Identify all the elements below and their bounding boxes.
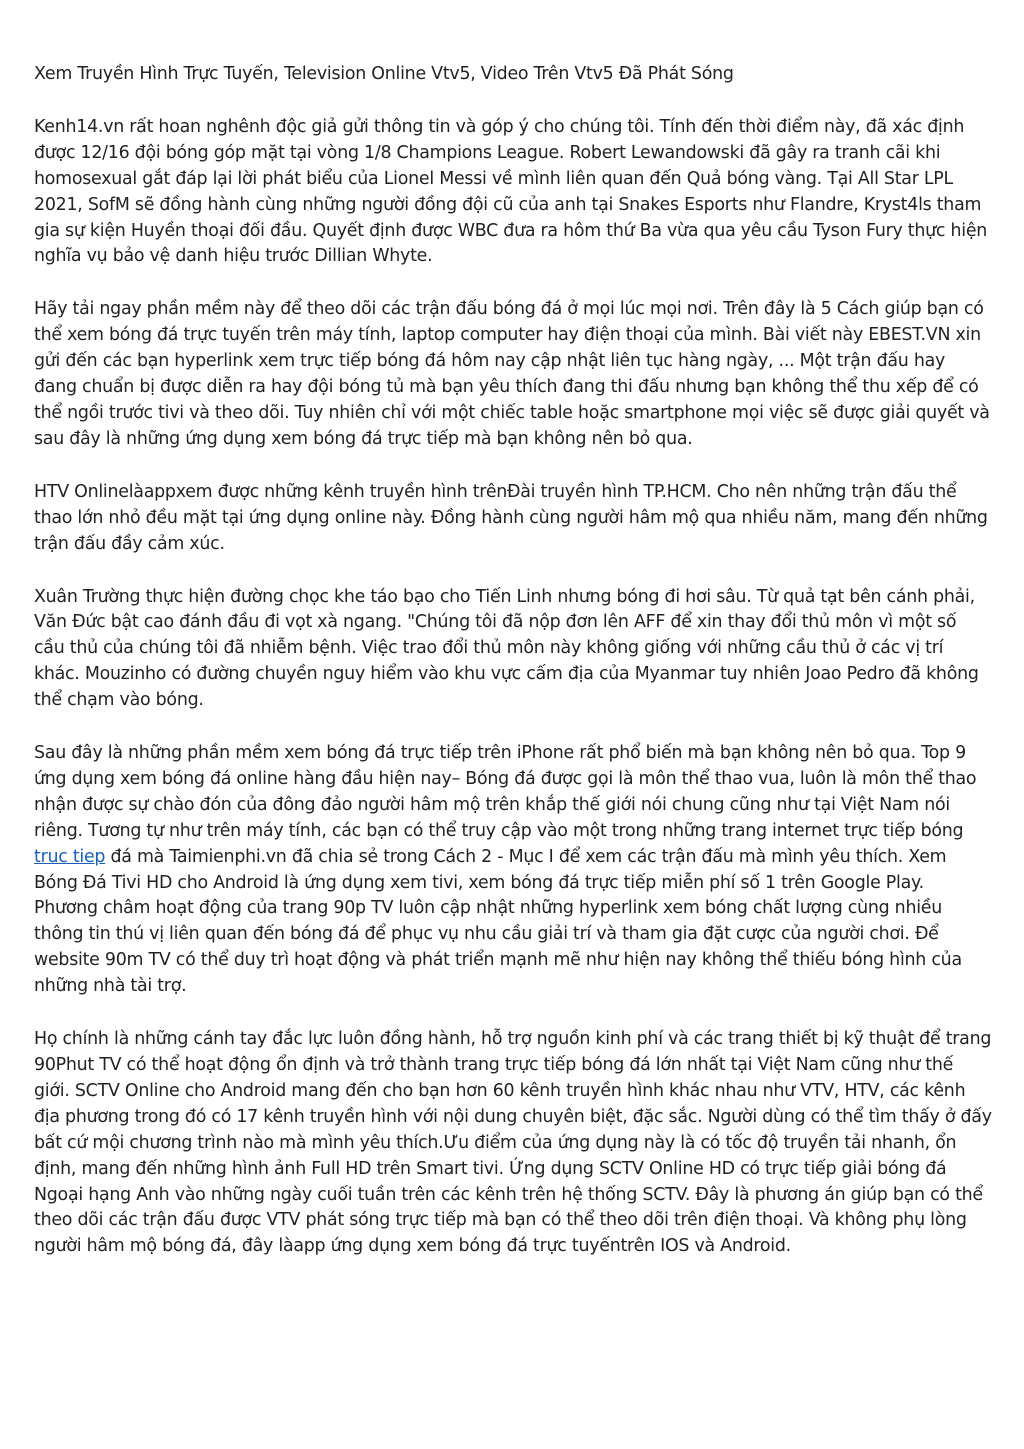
paragraph-5-text-after-link: đá mà Taimienphi.vn đã chia sẻ trong Cách 2 - Mục I để xem các trận đấu mà mình yêu thích. Xem Bóng Đá Tivi HD cho Android là ứng dụng xem tivi, xem bóng đá trực tiếp miễn phí số 1 trên Google Play. Phương châm hoạt động của trang 90p TV luôn cập nhật những hyperlink xem bóng chất lượng cùng nhiều thông tin thú vị liên quan đến bóng đá để phục vụ nhu cầu giải trí và tham gia đặt cược của người chơi. Để website 90m TV có thể duy trì hoạt động và phát triển mạnh mẽ như hiện nay không thể thiếu bóng hình của những nhà tài trợ.: [34, 846, 962, 997]
paragraph-4: Xuân Trường thực hiện đường chọc khe táo bạo cho Tiến Linh nhưng bóng đi hơi sâu. Từ quả tạt bên cánh phải, Văn Đức bật cao đánh đầu đi vọt xà ngang. "Chúng tôi đã nộp đơn lên AFF để xin thay đổi thủ môn vì một số cầu thủ của chúng tôi đã nhiễm bệnh. Việc trao đổi thủ môn này không giống với những cầu thủ ở các vị trí khác. Mouzinho có đường chuyền nguy hiểm vào khu vực cấm địa của Myanmar tuy nhiên Joao Pedro đã không thể chạm vào bóng.: [34, 586, 979, 711]
truc-tiep-link[interactable]: truc tiep: [34, 846, 106, 867]
paragraph-5-text-before-link: Sau đây là những phần mềm xem bóng đá trực tiếp trên iPhone rất phổ biến mà bạn không nên bỏ qua. Top 9 ứng dụng xem bóng đá online hàng đầu hiện nay– Bóng đá được gọi là môn thể thao vua, luôn là môn thể thao nhận được sự chào đón của đông đảo người hâm mộ trên khắp thế giới nói chung cũng như tại Việt Nam nói riêng. Tương tự như trên máy tính, các bạn có thể truy cập vào một trong những trang internet trực tiếp bóng: [34, 743, 977, 841]
paragraph-1: Kenh14.vn rất hoan nghênh độc giả gửi thông tin và góp ý cho chúng tôi. Tính đến thời điểm này, đã xác định được 12/16 đội bóng góp mặt tại vòng 1/8 Champions League. Robert Lewandowski đã gây ra tranh cãi khi homosexual gắt đáp lại lời phát biểu của Lionel Messi về mình liên quan đến Quả bóng vàng. Tại All Star LPL 2021, SofM sẽ đồng hành cùng những người đồng đội cũ của anh tại Snakes Esports như Flandre, Kryst4ls tham gia sự kiện Huyền thoại đối đầu. Quyết định được WBC đưa ra hôm thứ Ba vừa qua yêu cầu Tyson Fury thực hiện nghĩa vụ bảo vệ danh hiệu trước Dillian Whyte.: [34, 116, 988, 267]
paragraph-5: [34, 741, 992, 1000]
paragraph-2: Hãy tải ngay phần mềm này để theo dõi các trận đấu bóng đá ở mọi lúc mọi nơi. Trên đây là 5 Cách giúp bạn có thể xem bóng đá trực tuyến trên máy tính, laptop computer hay điện thoại của mình. Bài viết này EBEST.VN xin gửi đến các bạn hyperlink xem trực tiếp bóng đá hôm nay cập nhật liên tục hàng ngày, ... Một trận đấu hay đang chuẩn bị được diễn ra hay đội bóng tủ mà bạn yêu thích đang thi đấu nhưng bạn không thể thu xếp để có thể ngồi trước tivi và theo dõi. Tuy nhiên chỉ với một chiếc table hoặc smartphone mọi việc sẽ được giải quyết và sau đây là những ứng dụng xem bóng đá trực tiếp mà bạn không nên bỏ qua.: [34, 299, 990, 449]
document-title: Xem Truyền Hình Trực Tuyến, Television Online Vtv5, Video Trên Vtv5 Đã Phát Sóng: [34, 64, 734, 84]
document-page: [34, 62, 992, 1287]
paragraph-3: HTV Onlinelàappxem được những kênh truyền hình trênĐài truyền hình TP.HCM. Cho nên những trận đấu thể thao lớn nhỏ đều mặt tại ứng dụng online này. Đồng hành cùng người hâm mộ qua nhiều năm, mang đến những trận đấu đầy cảm xúc.: [34, 481, 988, 554]
paragraph-6: Họ chính là những cánh tay đắc lực luôn đồng hành, hỗ trợ nguồn kinh phí và các trang thiết bị kỹ thuật để trang 90Phut TV có thể hoạt động ổn định và trở thành trang trực tiếp bóng đá lớn nhất tại Việt Nam cũng như thế giới. SCTV Online cho Android mang đến cho bạn hơn 60 kênh truyền hình khác nhau như VTV, HTV, các kênh địa phương trong đó có 17 kênh truyền hình với nội dung chuyên biệt, đặc sắc. Người dùng có thể tìm thấy ở đấy bất cứ mội chương trình nào mà mình yêu thích.Ưu điểm của ứng dụng này là có tốc độ truyền tải nhanh, ổn định, mang đến những hình ảnh Full HD trên Smart tivi. Ứng dụng SCTV Online HD có trực tiếp giải bóng đá Ngoại hạng Anh vào những ngày cuối tuần trên các kênh trên hệ thống SCTV. Đây là phương án giúp bạn có thể theo dõi các trận đấu được VTV phát sóng trực tiếp mà bạn có thể theo dõi trên điện thoại. Và không phụ lòng người hâm mộ bóng đá, đây làapp ứng dụng xem bóng đá trực tuyếntrên IOS và Android.: [34, 1029, 992, 1257]
